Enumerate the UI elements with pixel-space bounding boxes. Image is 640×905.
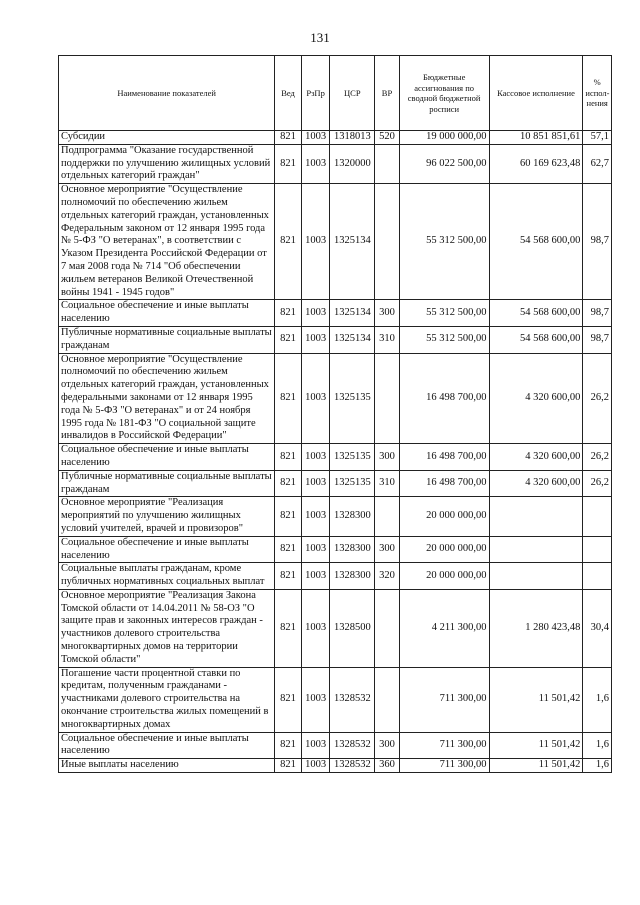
row-vr: 520 (375, 131, 399, 145)
header-vr: ВР (375, 56, 399, 131)
row-vr: 300 (375, 732, 399, 759)
row-vr: 300 (375, 536, 399, 563)
row-rzpr: 1003 (301, 589, 330, 667)
row-ved: 821 (275, 589, 302, 667)
row-csr: 1328532 (330, 732, 375, 759)
row-cash: 11 501,42 (489, 759, 583, 773)
row-csr: 1328500 (330, 589, 375, 667)
row-cash: 1 280 423,48 (489, 589, 583, 667)
row-budget: 96 022 500,00 (399, 144, 489, 183)
row-budget: 711 300,00 (399, 732, 489, 759)
row-csr: 1325135 (330, 470, 375, 497)
row-ved: 821 (275, 184, 302, 300)
row-cash: 54 568 600,00 (489, 184, 583, 300)
row-ved: 821 (275, 667, 302, 732)
row-cash: 11 501,42 (489, 667, 583, 732)
row-vr: 310 (375, 326, 399, 353)
row-name: Иные выплаты населению (59, 759, 275, 773)
row-rzpr: 1003 (301, 326, 330, 353)
row-budget: 711 300,00 (399, 759, 489, 773)
row-budget: 20 000 000,00 (399, 563, 489, 590)
row-vr: 300 (375, 444, 399, 471)
row-pct: 1,6 (583, 732, 612, 759)
row-pct: 98,7 (583, 184, 612, 300)
row-pct: 98,7 (583, 300, 612, 327)
table-row (59, 470, 612, 497)
table-row (59, 444, 612, 471)
row-name: Основное мероприятие "Реализация мероприятий по улучшению жилищных условий учителей, врачей и провизоров" (59, 497, 275, 536)
row-name: Публичные нормативные социальные выплаты гражданам (59, 470, 275, 497)
table-row (59, 353, 612, 444)
row-vr (375, 589, 399, 667)
row-budget: 55 312 500,00 (399, 326, 489, 353)
table-row (59, 497, 612, 536)
row-ved: 821 (275, 144, 302, 183)
row-vr (375, 497, 399, 536)
table-header-row (59, 56, 612, 131)
row-cash: 4 320 600,00 (489, 470, 583, 497)
table-row (59, 589, 612, 667)
header-cash: Кассовое исполнение (489, 56, 583, 131)
row-budget: 16 498 700,00 (399, 444, 489, 471)
row-rzpr: 1003 (301, 184, 330, 300)
row-vr (375, 667, 399, 732)
row-vr: 300 (375, 300, 399, 327)
row-budget: 711 300,00 (399, 667, 489, 732)
table-row (59, 144, 612, 183)
row-name: Основное мероприятие "Осуществление полномочий по обеспечению жильем отдельных категорий граждан, установленных Федеральным законом от 12 января 1995 года № 5-ФЗ "О ветеранах", в соответствии с Указом Президента Российской Федерации от 7 мая 2008 года № 714 "Об обеспечении жильем ветеранов Великой Отечественной войны 1941 - 1945 годов" (59, 184, 275, 300)
row-budget: 20 000 000,00 (399, 536, 489, 563)
row-rzpr: 1003 (301, 536, 330, 563)
row-pct (583, 563, 612, 590)
row-rzpr: 1003 (301, 300, 330, 327)
row-pct: 30,4 (583, 589, 612, 667)
row-name: Социальное обеспечение и иные выплаты населению (59, 444, 275, 471)
row-name: Субсидии (59, 131, 275, 145)
budget-execution-table (58, 55, 612, 773)
row-name: Публичные нормативные социальные выплаты гражданам (59, 326, 275, 353)
row-pct: 1,6 (583, 759, 612, 773)
row-ved: 821 (275, 536, 302, 563)
row-ved: 821 (275, 732, 302, 759)
row-pct: 26,2 (583, 353, 612, 444)
row-pct: 98,7 (583, 326, 612, 353)
row-ved: 821 (275, 563, 302, 590)
row-cash: 11 501,42 (489, 732, 583, 759)
row-budget: 16 498 700,00 (399, 470, 489, 497)
table-row (59, 563, 612, 590)
row-vr: 360 (375, 759, 399, 773)
row-budget: 4 211 300,00 (399, 589, 489, 667)
table-body (59, 131, 612, 773)
row-cash: 54 568 600,00 (489, 326, 583, 353)
row-ved: 821 (275, 497, 302, 536)
row-name: Социальные выплаты гражданам, кроме публичных нормативных социальных выплат (59, 563, 275, 590)
header-name: Наименование показателей (59, 56, 275, 131)
row-vr (375, 184, 399, 300)
row-budget: 20 000 000,00 (399, 497, 489, 536)
table-row (59, 667, 612, 732)
table-row (59, 732, 612, 759)
row-budget: 19 000 000,00 (399, 131, 489, 145)
table-row (59, 131, 612, 145)
row-csr: 1320000 (330, 144, 375, 183)
row-csr: 1325135 (330, 444, 375, 471)
table-row (59, 300, 612, 327)
row-rzpr: 1003 (301, 131, 330, 145)
row-pct: 1,6 (583, 667, 612, 732)
row-rzpr: 1003 (301, 563, 330, 590)
row-pct: 57,1 (583, 131, 612, 145)
row-name: Основное мероприятие "Осуществление полномочий по обеспечению жильем отдельных категорий граждан, установленных федеральными законами от 12 января 1995 года № 5-ФЗ "О ветеранах" и от 24 ноября 1995 года № 181-ФЗ "О социальной защите инвалидов в Российской Федерации" (59, 353, 275, 444)
table-row (59, 184, 612, 300)
row-budget: 16 498 700,00 (399, 353, 489, 444)
header-csr: ЦСР (330, 56, 375, 131)
row-csr: 1328300 (330, 536, 375, 563)
row-csr: 1325134 (330, 326, 375, 353)
row-csr: 1318013 (330, 131, 375, 145)
row-cash: 4 320 600,00 (489, 353, 583, 444)
row-budget: 55 312 500,00 (399, 184, 489, 300)
row-csr: 1328300 (330, 563, 375, 590)
row-csr: 1328532 (330, 667, 375, 732)
row-rzpr: 1003 (301, 444, 330, 471)
row-rzpr: 1003 (301, 667, 330, 732)
row-pct (583, 536, 612, 563)
row-name: Погашение части процентной ставки по кредитам, полученным гражданами - участниками долевого строительства на окончание строительства жилых помещений в многоквартирных домах (59, 667, 275, 732)
row-ved: 821 (275, 444, 302, 471)
row-rzpr: 1003 (301, 732, 330, 759)
row-name: Социальное обеспечение и иные выплаты населению (59, 536, 275, 563)
row-cash (489, 563, 583, 590)
row-ved: 821 (275, 131, 302, 145)
row-ved: 821 (275, 326, 302, 353)
row-cash (489, 497, 583, 536)
row-name: Социальное обеспечение и иные выплаты населению (59, 732, 275, 759)
row-vr: 320 (375, 563, 399, 590)
header-ved: Вед (275, 56, 302, 131)
row-rzpr: 1003 (301, 497, 330, 536)
row-budget: 55 312 500,00 (399, 300, 489, 327)
row-ved: 821 (275, 759, 302, 773)
row-csr: 1325135 (330, 353, 375, 444)
row-cash (489, 536, 583, 563)
row-rzpr: 1003 (301, 353, 330, 444)
row-cash: 54 568 600,00 (489, 300, 583, 327)
row-pct: 62,7 (583, 144, 612, 183)
row-cash: 60 169 623,48 (489, 144, 583, 183)
table-row (59, 759, 612, 773)
row-pct: 26,2 (583, 470, 612, 497)
row-csr: 1325134 (330, 300, 375, 327)
row-csr: 1325134 (330, 184, 375, 300)
row-vr (375, 353, 399, 444)
row-name: Социальное обеспечение и иные выплаты населению (59, 300, 275, 327)
row-cash: 10 851 851,61 (489, 131, 583, 145)
row-rzpr: 1003 (301, 144, 330, 183)
header-budget: Бюджетные ассигнования по сводной бюджетной росписи (399, 56, 489, 131)
row-csr: 1328300 (330, 497, 375, 536)
row-ved: 821 (275, 470, 302, 497)
row-ved: 821 (275, 300, 302, 327)
row-name: Подпрограмма "Оказание государственной поддержки по улучшению жилищных условий отдельных категорий граждан" (59, 144, 275, 183)
row-rzpr: 1003 (301, 470, 330, 497)
row-csr: 1328532 (330, 759, 375, 773)
page-number: 131 (310, 30, 330, 45)
row-ved: 821 (275, 353, 302, 444)
row-vr (375, 144, 399, 183)
header-pct: % испол-нения (583, 56, 612, 131)
row-cash: 4 320 600,00 (489, 444, 583, 471)
row-vr: 310 (375, 470, 399, 497)
row-pct (583, 497, 612, 536)
row-rzpr: 1003 (301, 759, 330, 773)
table-row (59, 326, 612, 353)
row-name: Основное мероприятие "Реализация Закона Томской области от 14.04.2011 № 58-ОЗ "О защите прав и законных интересов граждан - участников долевого строительства многоквартирных домов на территории Томской области" (59, 589, 275, 667)
table-row (59, 536, 612, 563)
header-rzpr: РзПр (301, 56, 330, 131)
row-pct: 26,2 (583, 444, 612, 471)
